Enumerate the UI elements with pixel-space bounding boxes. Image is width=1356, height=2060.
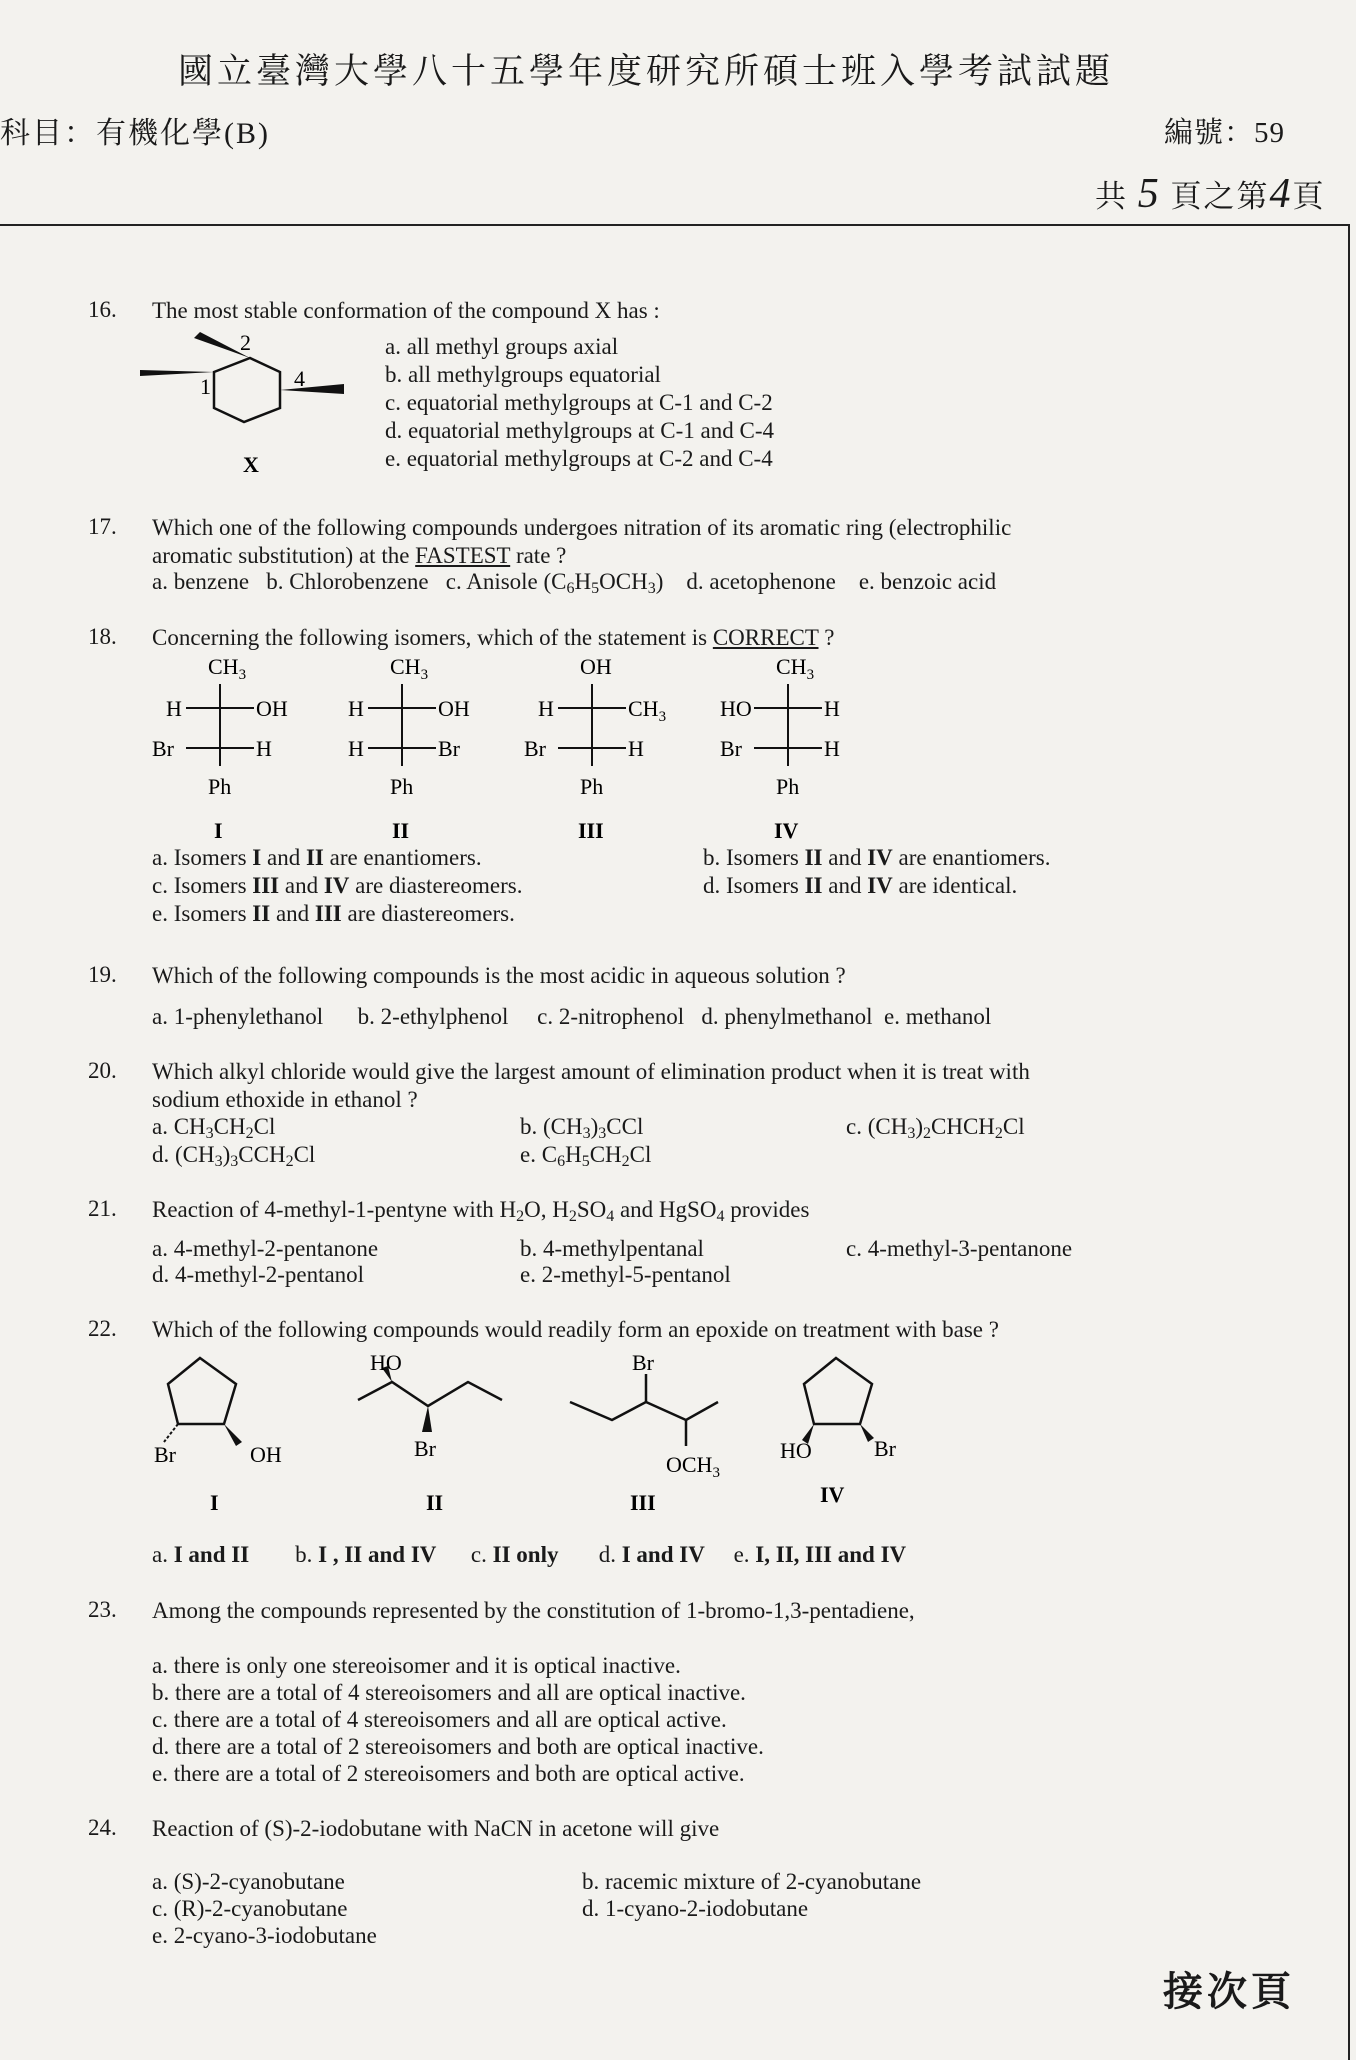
- q20-line2: sodium ethoxide in ethanol ?: [152, 1087, 418, 1112]
- fisher-IV-ll: Br: [720, 736, 742, 761]
- q16-option-e[interactable]: e. equatorial methylgroups at C-2 and C-4: [385, 446, 773, 471]
- q17-option-b[interactable]: b. Chlorobenzene: [266, 569, 429, 594]
- q19-option-c[interactable]: c. 2-nitrophenol: [537, 1004, 685, 1029]
- fisher-II-top: $CH_3$: [390, 654, 429, 683]
- q24-options-left: [152, 1868, 377, 1949]
- fisher-IV-bottom: Ph: [776, 774, 800, 799]
- q18-options-right: [703, 844, 1051, 900]
- q17-line2: [152, 542, 1011, 570]
- q22-option-b[interactable]: b. I , II and IV: [295, 1542, 437, 1567]
- q20-stem: [152, 1058, 1030, 1114]
- q22-number: 22.: [88, 1316, 117, 1341]
- q18-correct: CORRECT: [712, 625, 819, 650]
- fisher-I-label: I: [214, 818, 223, 843]
- q18-option-e[interactable]: e. Isomers II and III are diastereomers.: [152, 901, 515, 926]
- page-counter-prefix: 共: [1095, 179, 1128, 214]
- q17-option-a[interactable]: a. benzene: [152, 569, 250, 594]
- q18-option-c[interactable]: c. Isomers III and IV are diastereomers.: [152, 873, 523, 898]
- q23-stem: Among the compounds represented by the constitution of 1-bromo-1,3-pentadiene,: [152, 1598, 915, 1623]
- fisher-I-ur: OH: [256, 696, 288, 721]
- fisher-II-label: II: [392, 818, 410, 843]
- fisher-II-lr: Br: [438, 736, 460, 761]
- q17-option-e[interactable]: e. benzoic acid: [858, 569, 997, 594]
- q23-option-a[interactable]: a. there is only one stereoisomer and it is optical inactive.: [152, 1653, 681, 1678]
- q21-option-d[interactable]: d. 4-methyl-2-pentanol: [152, 1262, 365, 1287]
- fisher-I-lr: H: [256, 736, 272, 761]
- q22-struct-IV: [780, 1358, 897, 1507]
- q16-option-c[interactable]: c. equatorial methylgroups at C-1 and C-2: [385, 390, 773, 415]
- fisher-III-ul: H: [538, 696, 554, 721]
- q24-options-right: [582, 1868, 921, 1922]
- q21-number: 21.: [88, 1196, 117, 1221]
- q24-option-a[interactable]: a. (S)-2-cyanobutane: [152, 1869, 345, 1894]
- q22-II-label: II: [426, 1490, 444, 1515]
- fisher-II-ur: OH: [438, 696, 470, 721]
- q19-option-e[interactable]: e. methanol: [884, 1004, 992, 1029]
- q17-line2-a: aromatic substitution) at the: [152, 543, 416, 568]
- q18-option-a[interactable]: a. Isomers I and II are enantiomers.: [152, 845, 482, 870]
- fisher-IV-label: IV: [774, 818, 799, 843]
- q22-I-label: I: [210, 1490, 219, 1515]
- q18-options-left: [152, 844, 522, 928]
- fisher-III-lr: H: [628, 736, 644, 761]
- q18-option-d[interactable]: d. Isomers II and IV are identical.: [703, 873, 1018, 898]
- q24-option-e[interactable]: e. 2-cyano-3-iodobutane: [152, 1923, 377, 1948]
- q16-label-x: X: [243, 452, 259, 477]
- q22-III-label: III: [630, 1490, 656, 1515]
- fisher-III-bottom: Ph: [580, 774, 604, 799]
- fisher-II-ul: H: [348, 696, 364, 721]
- q17-line1: Which one of the following compounds undergoes nitration of its aromatic ring (electrophilic: [152, 515, 1012, 540]
- exam-title: 國立臺灣大學八十五學年度研究所碩士班入學考試試題: [178, 52, 1115, 91]
- exam-subject: 科目：有機化學(B): [0, 117, 270, 150]
- q19-options: [152, 1003, 991, 1031]
- q16-stem: The most stable conformation of the compound X has :: [152, 298, 660, 323]
- fisher-III-ll: Br: [524, 736, 546, 761]
- q21-option-c[interactable]: c. 4-methyl-3-pentanone: [846, 1236, 1073, 1261]
- q20-option-e[interactable]: e. $C_6H_5CH_2Cl$: [520, 1142, 652, 1170]
- q18-number: 18.: [88, 624, 117, 649]
- page-counter: [1095, 170, 1326, 218]
- q20-line1: Which alkyl chloride would give the largest amount of elimination product when it is treat with: [152, 1059, 1030, 1084]
- fisher-I-ll: Br: [152, 736, 174, 761]
- fisher-III-top: OH: [580, 654, 612, 679]
- q16-num-2: 2: [240, 330, 251, 355]
- fisher-I-bottom: Ph: [208, 774, 232, 799]
- q22-option-c[interactable]: c. II only: [470, 1542, 559, 1567]
- page-total: 5: [1137, 171, 1161, 217]
- page-counter-suffix: 頁: [1292, 179, 1326, 214]
- q20-option-d[interactable]: d. $(CH_3)_3CCH_2Cl$: [152, 1142, 316, 1170]
- q20-option-b[interactable]: b. $(CH_3)_3CCl$: [520, 1114, 644, 1142]
- q22-II-ho: HO: [370, 1350, 402, 1375]
- q21-option-e[interactable]: e. 2-methyl-5-pentanol: [520, 1262, 731, 1287]
- q16-num-4: 4: [294, 366, 305, 391]
- q16-option-a[interactable]: a. all methyl groups axial: [385, 334, 619, 359]
- q17-options: [152, 568, 996, 596]
- q20-number: 20.: [88, 1058, 117, 1083]
- q24-option-c[interactable]: c. (R)-2-cyanobutane: [152, 1896, 348, 1921]
- q16-num-1: 1: [200, 374, 211, 399]
- q23-option-c[interactable]: c. there are a total of 4 stereoisomers and all are optical active.: [152, 1707, 727, 1732]
- q16-option-b[interactable]: b. all methylgroups equatorial: [385, 362, 661, 387]
- q19-option-a[interactable]: a. 1-phenylethanol: [152, 1004, 324, 1029]
- q22-III-och3: $OCH_3$: [666, 1452, 720, 1481]
- next-page-note: 接次頁: [1163, 1969, 1295, 2014]
- q16-structure-cyclohexane: [140, 322, 380, 482]
- q22-struct-I: [154, 1358, 282, 1515]
- q18-fisher-IV: [720, 654, 840, 843]
- q18-fisher-I: [152, 654, 288, 843]
- q18-option-b[interactable]: b. Isomers II and IV are enantiomers.: [703, 845, 1051, 870]
- fisher-IV-ur: H: [824, 696, 840, 721]
- fisher-I-ul: H: [166, 696, 182, 721]
- q22-stem: Which of the following compounds would readily form an epoxide on treatment with base ?: [152, 1317, 999, 1342]
- fisher-I-top: $CH_3$: [208, 654, 247, 683]
- q17-fastest: FASTEST: [415, 543, 511, 568]
- q16-wedge-c4: [280, 384, 344, 394]
- fisher-III-label: III: [578, 818, 604, 843]
- q23-options: [152, 1652, 764, 1787]
- page-counter-mid: 頁之第: [1170, 179, 1270, 214]
- fisher-IV-top: $CH_3$: [776, 654, 815, 683]
- q22-III-br: Br: [632, 1350, 654, 1375]
- q16-options: [385, 333, 774, 473]
- page-current: 4: [1269, 171, 1293, 217]
- fisher-II-bottom: Ph: [390, 774, 414, 799]
- fisher-IV-ul: HO: [720, 696, 752, 721]
- q18-fisher-III: [524, 654, 666, 843]
- q24-option-b[interactable]: b. racemic mixture of 2-cyanobutane: [582, 1869, 922, 1894]
- q21-option-a[interactable]: a. 4-methyl-2-pentanone: [152, 1236, 379, 1261]
- q20-option-c[interactable]: c. $(CH_3)_2CHCH_2Cl$: [846, 1114, 1025, 1142]
- q18-stem-post: ?: [818, 625, 835, 650]
- q18-stem-pre: Concerning the following isomers, which of the statement is: [152, 625, 713, 650]
- q21-stem: Reaction of 4-methyl-1-pentyne with $H_2O$, $H_2SO_4$ and HgSO$_4$ provides: [152, 1197, 810, 1225]
- q19-stem: Which of the following compounds is the most acidic in aqueous solution ?: [152, 963, 846, 988]
- fisher-IV-lr: H: [824, 736, 840, 761]
- q22-option-e[interactable]: e. I, II, III and IV: [733, 1542, 907, 1567]
- q22-structures: [150, 1350, 950, 1520]
- q23-option-b[interactable]: b. there are a total of 4 stereoisomers and all are optical inactive.: [152, 1680, 746, 1705]
- q18-fisher-II: [348, 654, 470, 843]
- q22-struct-II: [358, 1350, 502, 1515]
- fisher-III-ur: $CH_3$: [628, 696, 667, 725]
- q24-stem: Reaction of (S)-2-iodobutane with NaCN in acetone will give: [152, 1816, 720, 1841]
- q22-IV-br: Br: [874, 1436, 896, 1461]
- q17-option-c[interactable]: c. Anisole $(C_6H_5OCH_3)$: [445, 569, 664, 597]
- q19-option-d[interactable]: d. phenylmethanol: [701, 1004, 873, 1029]
- exam-code: 編號：59: [1164, 117, 1286, 149]
- q23-option-e[interactable]: e. there are a total of 2 stereoisomers and both are optical active.: [152, 1761, 745, 1786]
- q22-options: [152, 1541, 906, 1569]
- q17-option-d[interactable]: d. acetophenone: [686, 569, 836, 594]
- q18-fisher-projections: [150, 648, 870, 848]
- q16-number: 16.: [88, 297, 117, 322]
- q16-option-d[interactable]: d. equatorial methylgroups at C-1 and C-4: [385, 418, 775, 443]
- q22-option-a[interactable]: a. I and II: [152, 1542, 250, 1567]
- q23-option-d[interactable]: d. there are a total of 2 stereoisomers and both are optical inactive.: [152, 1734, 764, 1759]
- q22-IV-ho: HO: [780, 1438, 812, 1463]
- q22-option-d[interactable]: d. I and IV: [598, 1542, 705, 1567]
- q21-option-b[interactable]: b. 4-methylpentanal: [520, 1236, 704, 1261]
- q19-number: 19.: [88, 962, 117, 987]
- q22-II-br: Br: [414, 1436, 436, 1461]
- q17-line2-b: rate ?: [510, 543, 567, 568]
- q17-stem: [152, 514, 1011, 570]
- q22-I-br: Br: [154, 1442, 176, 1467]
- q23-number: 23.: [88, 1597, 117, 1622]
- q17-number: 17.: [88, 514, 117, 539]
- q22-I-oh: OH: [250, 1442, 282, 1467]
- q24-option-d[interactable]: d. 1-cyano-2-iodobutane: [582, 1896, 809, 1921]
- q19-option-b[interactable]: b. 2-ethylphenol: [357, 1004, 509, 1029]
- q22-IV-label: IV: [820, 1482, 845, 1507]
- q22-struct-III: [570, 1350, 720, 1515]
- q20-option-a[interactable]: a. $CH_3CH_2Cl$: [152, 1114, 276, 1142]
- fisher-II-ll: H: [348, 736, 364, 761]
- q24-number: 24.: [88, 1815, 117, 1840]
